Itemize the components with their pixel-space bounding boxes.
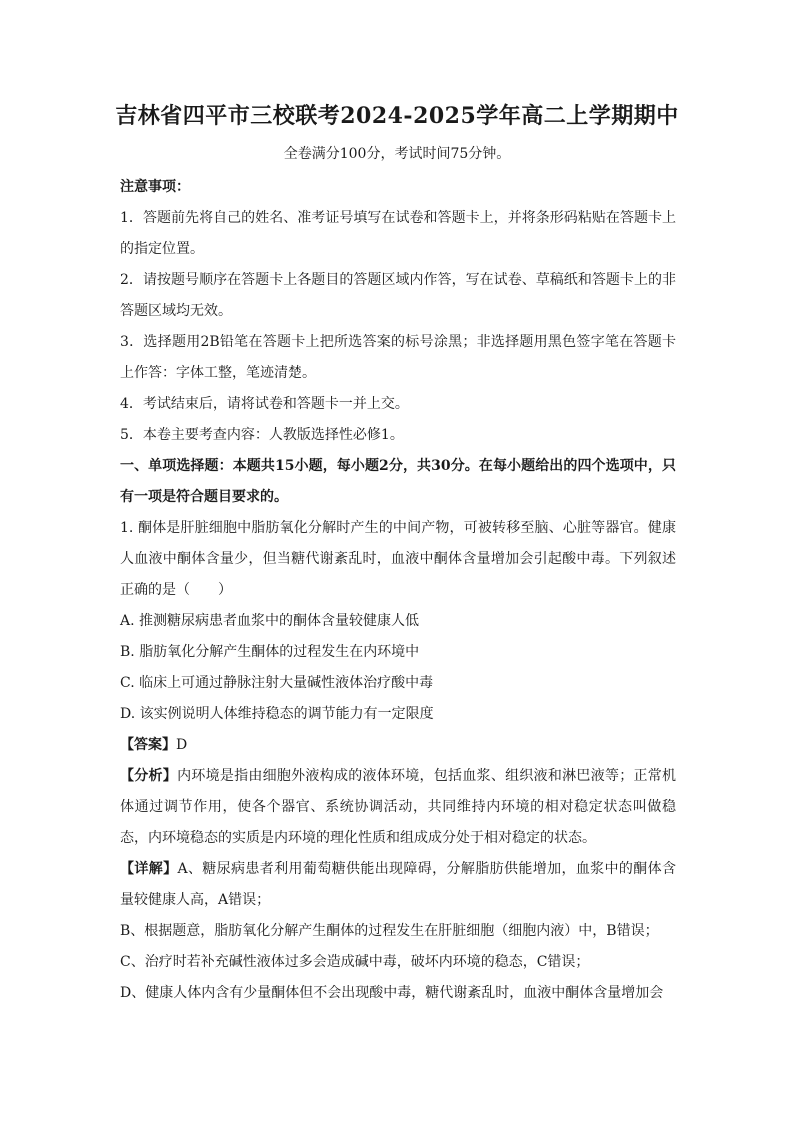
exam-info: 全卷满分100分，考试时间75分钟。 — [283, 146, 511, 162]
document-body — [120, 172, 676, 1009]
detail-a — [120, 854, 676, 916]
page-title: 吉林省四平市三校联考2024-2025学年高二上学期期中 — [115, 103, 679, 129]
notice-item: 2．请按题号顺序在答题卡上各题目的答题区域内作答，写在试卷、草稿纸和答题卡上的非答题区域均无效。 — [120, 272, 676, 319]
answer-value: D — [176, 737, 188, 753]
answer-line — [120, 730, 676, 761]
analysis-paragraph — [120, 761, 676, 854]
option-b: B. 脂肪氧化分解产生酮体的过程发生在内环境中 — [120, 644, 420, 660]
notice-item: 4．考试结束后，请将试卷和答题卡一并上交。 — [120, 396, 409, 412]
detail-c: C、治疗时若补充碱性液体过多会造成碱中毒，破坏内环境的稳态，C错误； — [120, 954, 590, 970]
option-c: C. 临床上可通过静脉注射大量碱性液体治疗酸中毒 — [120, 675, 434, 691]
notice-item: 1．答题前先将自己的姓名、准考证号填写在试卷和答题卡上，并将条形码粘贴在答题卡上的指定位置。 — [120, 210, 676, 257]
analysis-tag: 【分析】 — [120, 768, 178, 784]
notice-header: 注意事项： — [120, 179, 190, 195]
detail-a-text: A、糖尿病患者利用葡萄糖供能出现障碍，分解脂肪供能增加，血浆中的酮体含量较健康人高，A错误； — [120, 861, 677, 908]
notice-item: 5．本卷主要考查内容：人教版选择性必修1。 — [120, 427, 404, 443]
detail-b: B、根据题意，脂肪氧化分解产生酮体的过程发生在肝脏细胞（细胞内液）中，B错误； — [120, 923, 659, 939]
option-a: A. 推测糖尿病患者血浆中的酮体含量较健康人低 — [120, 613, 420, 629]
detail-d: D、健康人体内含有少量酮体但不会出现酸中毒，糖代谢紊乱时，血液中酮体含量增加会 — [120, 985, 664, 1001]
analysis-text: 内环境是指由细胞外液构成的液体环境，包括血浆、组织液和淋巴液等；正常机体通过调节作用，使各个器官、系统协调活动，共同维持内环境的相对稳定状态叫做稳态，内环境稳态的实质是内环境的理化性质和组成成分处于相对稳定的状态。 — [120, 768, 677, 846]
section-header: 一、单项选择题：本题共15小题，每小题2分，共30分。在每小题给出的四个选项中，只有一项是符合题目要求的。 — [120, 458, 676, 505]
answer-tag: 【答案】 — [120, 737, 176, 753]
notice-item: 3．选择题用2B铅笔在答题卡上把所选答案的标号涂黑；非选择题用黑色签字笔在答题卡上作答：字体工整，笔迹清楚。 — [120, 334, 676, 381]
option-d: D. 该实例说明人体维持稳态的调节能力有一定限度 — [120, 706, 434, 722]
detail-tag: 【详解】 — [120, 861, 178, 877]
question-stem: 1. 酮体是肝脏细胞中脂肪氧化分解时产生的中间产物，可被转移至脑、心脏等器官。健康人血液中酮体含量少，但当糖代谢紊乱时，血液中酮体含量增加会引起酸中毒。下列叙述正确的是（ ） — [120, 520, 676, 598]
